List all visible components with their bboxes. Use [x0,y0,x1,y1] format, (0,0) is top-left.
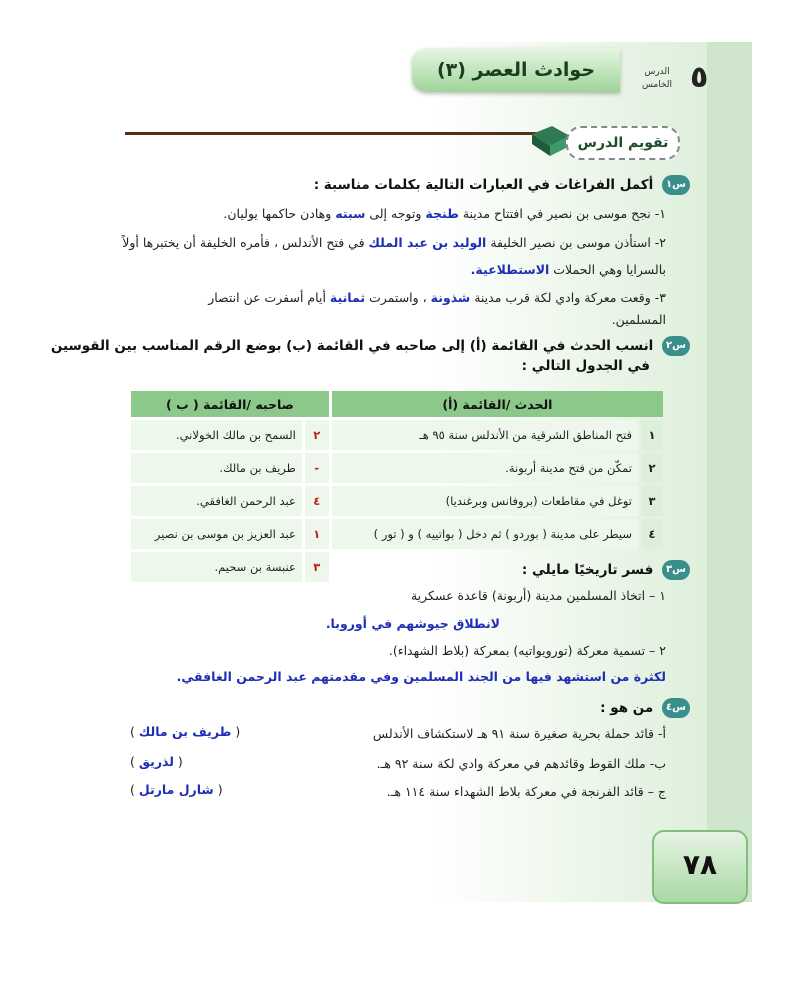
row-number: ٢ [641,453,663,483]
answer-caliph: الوليد بن عبد الملك [368,235,487,250]
q3-item-1: ١ – اتخاذ المسلمين مدينة (أربونة) قاعدة عسكرية [410,588,666,603]
event-cell: توغل في مقاطعات (بروفانس وبرغنديا) [332,486,638,516]
question-1-header [314,175,690,195]
event-cell: فتح المناطق الشرقية من الأندلس سنة ٩٥ هـ [332,420,638,450]
q4-item-c: ج – قائد الفرنجة في معركة بلاط الشهداء سنة ١١٤ هـ. [386,784,666,799]
question-4-title: من هو : [600,700,654,716]
question-4-badge: س٤ [662,698,690,718]
q1-line-5: المسلمين. [611,312,666,327]
question-1-title: أكمل الفراغات في العبارات التالية بكلمات مناسبة : [313,177,654,193]
q1-line-4: ٣- وقعت معركة وادي لكة قرب مدينة شذونة ، واستمرت ثمانية أيام أسفرت عن انتصار [208,290,666,305]
side-strip [707,42,752,902]
q4-answer-b: ( لذريق ) [130,754,183,769]
q1-line-2: ٢- استأذن موسى بن نصير الخليفة الوليد بن عبد الملك في فتح الأندلس ، فأمره الخليفة أن يختبرها أولاً [122,235,666,250]
owner-cell: عبد العزيز بن موسى بن نصير [131,519,302,549]
answer-reconnaissance: الاستطلاعية. [470,262,550,277]
table-header-row [131,391,663,417]
owner-cell: طريف بن مالك. [131,453,302,483]
q4-answer-a: ( طريف بن مالك ) [130,724,241,739]
answer-number: ٣ [305,552,329,582]
section-divider [125,132,545,135]
question-3-badge: س٣ [662,560,690,580]
q4-item-b: ب- ملك القوط وقائدهم في معركة وادي لكة سنة ٩٢ هـ. [376,756,666,771]
answer-number: ٢ [305,420,329,450]
page-number: ٧٨ [652,830,748,904]
question-3-title: فسر تاريخيًا مايلي : [521,562,654,578]
owner-cell: عنبسة بن سحيم. [131,552,302,582]
answer-number: - [305,453,329,483]
row-number: ٣ [641,486,663,516]
question-2-header [51,336,690,356]
table-row [131,420,663,450]
q3-item-2: ٢ – تسمية معركة (تورويواتيه) بمعركة (بلاط الشهداء). [388,643,666,658]
q1-line-1: ١- نجح موسى بن نصير في افتتاح مدينة طنجة وتوجه إلى سبته وهادن حاكمها يوليان. [223,206,666,221]
owner-cell: السمح بن مالك الخولاني. [131,420,302,450]
table-row [131,519,663,549]
question-2-title: انسب الحدث في القائمة (أ) إلى صاحبه في القائمة (ب) بوضع الرقم المناسب بين القوسين [50,338,654,354]
question-4-header [600,698,690,718]
q3-answer-2: لكثرة من استشهد فيها من الجند المسلمين وفي مقدمتهم عبد الرحمن الغافقي. [176,669,666,684]
q4-item-a: أ- قائد حملة بحرية صغيرة سنة ٩١ هـ لاستكشاف الأندلس [372,726,666,741]
answer-number: ٤ [305,486,329,516]
q1-line-3: بالسرايا وهي الحملات الاستطلاعية. [470,262,666,277]
column-b-header: صاحبه /القائمة ( ب ) [131,391,329,417]
table-row [131,486,663,516]
answer-eight: ثمانية [329,290,366,305]
event-cell: سيطر على مدينة ( بوردو ) ثم دخل ( بواتييه ) و ( تور ) [332,519,638,549]
question-2-title-2: في الجدول التالي : [521,358,650,374]
lesson-evaluation-label: تقويم الدرس [566,126,680,160]
question-1-badge: س١ [662,175,690,195]
lesson-title: حوادث العصر (٣) [412,48,620,92]
lesson-number: ٥ [690,60,709,95]
column-a-header: الحدث /القائمة (أ) [332,391,663,417]
lesson-evaluation-badge [530,120,680,162]
question-3-header [522,560,690,580]
q3-answer-1: لانطلاق جيوشهم في أوروبا. [325,616,500,631]
answer-tangier: طنجة [425,206,459,221]
table-row [131,453,663,483]
event-cell: تمكّن من فتح مدينة أربونة. [332,453,638,483]
row-number: ٤ [641,519,663,549]
matching-table [128,388,666,585]
answer-ceuta: سبته [335,206,366,221]
lesson-label: الدرس الخامس [641,67,673,90]
answer-sidonia: شذونة [430,290,471,305]
q4-answer-c: ( شارل مارتل ) [130,782,223,797]
question-2-badge: س٢ [662,336,690,356]
answer-number: ١ [305,519,329,549]
owner-cell: عبد الرحمن الغافقي. [131,486,302,516]
row-number: ١ [641,420,663,450]
